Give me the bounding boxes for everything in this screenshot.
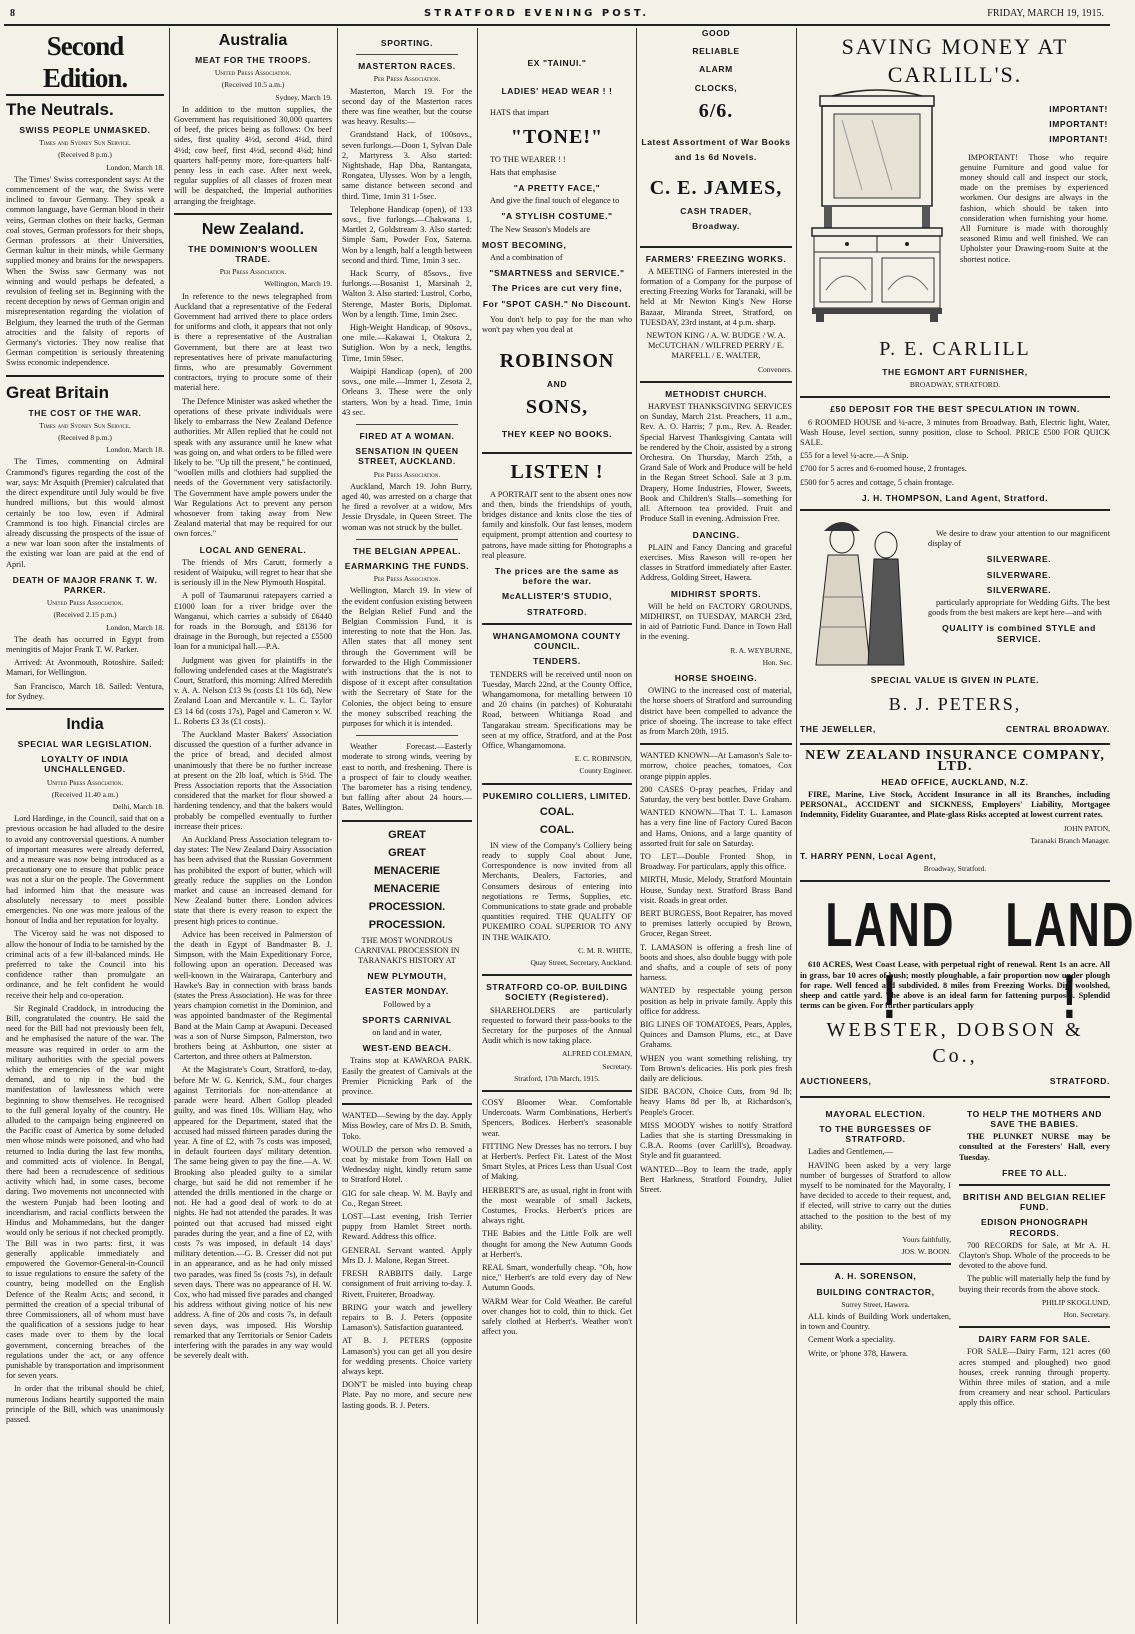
classified-ad: WANTED—Sewing by the day. Apply Miss Bowley, care of Mrs D. B. Smith, Toko. (342, 1111, 472, 1141)
signature: E. C. ROBINSON, (574, 754, 632, 764)
ad-text: £500 for 5 acres and cottage, 5 chain frontage. (800, 477, 954, 487)
important-label: IMPORTANT! (1049, 104, 1108, 114)
ad-text: HARVEST THANKSGIVING SERVICES on Sunday, March 21st. Preachers, 11 a.m., Rev. A. O. Harris; 7 p.m., Rev. A. Reader. Special Harvest Thanksgiving Cantata will be rendered by the Choir, assisted by a strong Orchestra. On Thursday, March 25th, a Grand Sale of Work and Produce will be held in the Regan Street School. Sale at 3 p.m. Drapery, Home Industries, Flower, Sweets, Book and Children's Stalls—something for all. Afternoon tea provided. Fruit and Produce Stall in evening. Admission Free. (640, 402, 792, 524)
classified-ad: WANTED KNOWN—At Lamason's Sale to-morrow, choice peaches, tomatoes, Cox orange pippin apples. (640, 751, 792, 781)
deposit-heading: £50 DEPOSIT FOR THE BEST SPECULATION IN TOWN. (830, 404, 1080, 415)
most-becoming: MOST BECOMING, (482, 239, 567, 250)
dancing-heading: DANCING. (692, 529, 740, 540)
divider (482, 783, 632, 785)
egmont-furnisher: THE EGMONT ART FURNISHER, (882, 367, 1028, 377)
easter-monday: EASTER MONDAY. (365, 986, 449, 997)
article-paragraph: Grandstand Hack, of 100sovs., seven furlongs.—Doon 1, Sylvan Dale 2, Martyress 3. Also started: Nightshade, Hap Dha, Rantangata, Rongatea, Ulysses. Won by a length, same distance between second and third. Time, 1min 31 1-5sec. (342, 130, 472, 201)
article-paragraph: The death has occurred in Egypt from meningitis of Major Frank T. W. Parker. (6, 634, 164, 654)
signature-title: Hon. Secretary. (1063, 1309, 1110, 1319)
edition-title: Second Edition. (6, 30, 164, 96)
column-rule (337, 28, 338, 1624)
coop-heading: STRATFORD CO-OP. BUILDING SOCIETY (Registered). (486, 982, 628, 1003)
column-rule (796, 28, 797, 1624)
article-paragraph: Sir Reginald Craddock, in introducing the Bill, congratulated the country. He said the need for the Bill had not previously been felt, and he emphasised the nature of the war. The measure was required in order to arm the military authorities with the special powers which the emergencies of the war might demand, and to nip in the bud the manifestation of lawlessness which were beginning to show themselves. He recognised to the full general loyalty of the country. He alluded to the campaign being engineered on the Pacific coast of America by some deluded men whose minds were poisoned, and who had returned to India during the last few months, and committed acts of violence. In Bengal, there had been a recrudescence of seditious activity which had, in some cases, become daring. Two movements not unconnected with the western Punjab had been looting and incendiarism, and racial conflicts between the Hindus and Mohammedans, but the danger would only be serious if not checked promptly. The Bill was in two parts: first, it was generally applicable immediately and empowered the Governor-General-in-Council to issue regulations to ensure the safety of the country, being modelled on the English Defence of the Realm Acts; and second, it permitted the creation of a special tribunal of three Commissioners, all of whom must have the qualification of a sessions judge to hear cases made over to them by the local government, concerning breaches of the regulations under the act, or any offence punishable by transportation and imprisonment for seven years. (6, 1003, 164, 1381)
great-britain-heading: Great Britain (6, 382, 109, 402)
woollen-subhead: THE DOMINION'S WOOLLEN TRADE. (188, 243, 318, 265)
column-6 (800, 28, 1135, 1624)
byline: Per Press Association. (373, 74, 441, 84)
classified-ad: MISS MOODY wishes to notify Stratford Ladies that she is starting Dressmaking in C.B.A. Rooms (over Carlill's), Broadway. Style and fit guaranteed. (640, 1120, 792, 1161)
byline: Per Press Association. (373, 574, 441, 584)
earmarking-subhead: EARMARKING THE FUNDS. (344, 560, 470, 571)
byline: United Press Association. (214, 68, 292, 78)
newspaper-page (4, 4, 1135, 1626)
ad-text: Hats that emphasise (490, 167, 557, 177)
divider (6, 375, 164, 377)
tenders-heading: TENDERS. (533, 656, 581, 667)
article-paragraph: Auckland, March 19. John Burry, aged 40, was arrested on a charge that he fired a revolver at a widow, Mrs Jessie Drysdale, in Queen Street. The woman was not struck by the bullet. (342, 481, 472, 532)
prices-text: The Prices are cut very fine, (491, 283, 623, 294)
furniture-ad (800, 90, 1110, 330)
head-office: HEAD OFFICE, AUCKLAND, N.Z. (881, 776, 1029, 787)
article-paragraph: At the Magistrate's Court, Stratford, to-day, before Mr W. G. Kenrick, S.M., four charges against Territorials for non-attendance at parade were heard. Albert Gollop pleaded guilty, and was fined 10s. William Hay, who appeared for the Department, stated that the accused had missed thirteen parades during the year. A fine of £2, with 7s costs was imposed, in default fourteen days' military detention. The same being given to pay the fine.—A. W. Brooking also pleaded guilty to a similar charge, but said he did not remember if he attended the drills mentioned in the charge or not. He had a good deal of work to do at nights. He had not attended the parades. It was pointed out that accused had missed eight parades during the year, and a fine of £2, with costs 7s was imposed, in default 14 days' military detention.—G. B. Cresser did not put in an appearance, and as he had only missed two parades, was fined 5s (costs 7s), in default seven days. There was no appearance of H. W. Cox, who had missed five parades and changed his address without giving notice of his new address. A fine of 20s and costs 7s, in default seven days, was imposed. His Worship remarked that any Territorials or Senior Cadets interfering with the parades in any way would be severely dealt with. (174, 1065, 332, 1361)
signature: PHILIP SKOGLUND, (1041, 1297, 1110, 1307)
column-rule (477, 28, 478, 1624)
divider (356, 424, 458, 425)
paper-name: STRATFORD EVENING POST. (424, 8, 650, 19)
ad-text: A PORTRAIT sent to the absent ones now and then, binds the friendships of youth, bridges distance and knits close the ties of family and kinsfolk. Our fast lenses, modern equipment, prompt attention and courtesy to patrons, have made sitting for Photographs a real pleasure. (482, 489, 632, 560)
signature: ALFRED COLEMAN, (561, 1049, 632, 1059)
article-paragraph: Telephone Handicap (open), of 133 sovs., five furlongs.—Chakwana 1, Martlet 2, Goldstream 3. Also started: Simple Sam, Powder Fox, Saterna. Won by a length, half a length between second and third. Time, 1min 3 sec. (342, 204, 472, 265)
silverware-label: SILVERWARE. (986, 569, 1052, 580)
dateline: London, March 18. (106, 445, 164, 455)
divider (959, 1184, 1110, 1186)
ad-text: IMPORTANT! Those who require genuine Furniture and good value for money should call and inspect our stock, made on the premises by experienced workmen. Our designs are always in the fashion, which should be taken into consideration when furnishing your home. All Furniture is made with thoroughly seasoned Rimu and well finished. We can Upholster your Drawing-room Suite at the shortest notice. (960, 152, 1108, 264)
couple-illustration (800, 517, 920, 667)
received-time: (Received 11.40 a.m.) (51, 789, 119, 799)
ad-text: FIRE, Marine, Live Stock, Accident Insurance in all its Branches, including PERSONAL, ACCIDENT and SICKNESS, Employers' Liability, Mortgagee Indemnity, Fidelity Guarantee, and Plate-glass Risks accepted at lowest current rates. (800, 790, 1110, 820)
death-subhead: DEATH OF MAJOR FRANK T. W. PARKER. (12, 574, 158, 595)
freezing-heading: FARMERS' FREEZING WORKS. (645, 253, 787, 264)
jeweller-label: THE JEWELLER, (800, 724, 876, 735)
classified-ad: SIDE BACON, Choice Cuts, from 9d lb; heavy Hams 8d per lb, at Richardson's, People's Grocer. (640, 1087, 792, 1117)
mayoral-heading: MAYORAL ELECTION. (825, 1108, 926, 1119)
divider (6, 708, 164, 710)
tone-title: "TONE!" (510, 125, 604, 148)
trains-text: Trains stop at KAWAROA PARK. Easily the greatest of Carnivals at the Premier Picnicking Park of the province. (342, 1056, 472, 1097)
divider (356, 54, 458, 55)
ad-text: The New Season's Models are (490, 224, 591, 234)
article-paragraph: Judgment was given for plaintiffs in the following undefended cases at the Magistrate's Court, Stratford, this morning: Alfred Meredith v. A. A. Nelson £13 9s (costs £1 10s 6d), New Zealand Loan and Mercantile v. L. C. Taylor £3 14 6d (costs 17s), Pagel and Cameron v. W. L. Roberts £3 3s (£1 costs). (174, 655, 332, 726)
byline: Per Press Association. (219, 267, 287, 277)
article-paragraph: An Auckland Press Association telegram to-day states: The New Zealand Dairy Association has been advised that the Russian Government has prohibited the export of butter, which will greatly reduce the supplies on the London market and cause an increased demand for New Zealand butter there. London advices state that there is every reason to expect the present high prices to continue. (174, 835, 332, 926)
article-paragraph: In order that the tribunal should be chief, numerous Indians heartily supported the main principle of the Bill, which was unanimously passed. (6, 1384, 164, 1424)
address: BROADWAY, STRATFORD. (909, 380, 1001, 390)
divider (800, 509, 1110, 511)
procession-title: PROCESSION. (368, 900, 446, 913)
webster-dobson: WEBSTER, DOBSON & Co., (826, 1019, 1084, 1068)
classified-ad: WANTED by respectable young person position as help in private family. Apply this office for address. (640, 986, 792, 1016)
cost-subhead: THE COST OF THE WAR. (28, 407, 142, 418)
central-broadway: CENTRAL BROADWAY. (1005, 724, 1110, 735)
ad-text: Will be held on FACTORY GROUNDS, MIDHIRST, on TUESDAY, MARCH 23rd, in aid of Patriotic Fund. Dance in Town Hall in the evening. (640, 601, 792, 642)
classified-ad: BIG LINES OF TOMATOES, Pears, Apples, Quinces and Damson Plums, etc., at Dave Grahams. (640, 1020, 792, 1050)
byline: Times and Sydney Sun Service. (39, 420, 131, 430)
stylish-costume: "A STYLISH COSTUME." (501, 211, 613, 222)
great-title: GREAT (388, 846, 426, 859)
dateline: Wellington, March 19. (264, 279, 332, 289)
classified-ad: WARM Wear for Cold Weather. Be careful over changes hot to cold, thin to thick. Get safely clothed at Herbert's. Weather won't affect you. (482, 1296, 632, 1337)
article-paragraph: Lord Hardinge, in the Council, said that on a previous occasion he had alluded to the desire to avoid any controversial questions. A number of important measures were already deferred, and a measure was now being introduced as a precautionary one to ensure that public peace was not a slur on the people. The Government had informed him that the measure was absolutely necessary to meet possible emergencies. No one was more jealous of the honour of India and her reputation for loyalty. (6, 814, 164, 926)
classified-ad: WANTED—Boy to learn the trade, apply Bert Harkness, Stratford Foundry, Juliet Street. (640, 1164, 792, 1195)
furniture-text (960, 90, 1108, 268)
classified-ad: MIRTH, Music, Melody, Stratford Mountain House, Sunday next. Stratford Brass Band visit. Roads in great order. (640, 875, 792, 905)
signature-title: Taranaki Branch Manager. (1030, 835, 1110, 845)
listen-title: LISTEN ! (510, 460, 604, 483)
right-subcolumn (959, 1104, 1110, 1412)
burgesses-heading: TO THE BURGESSES OF STRATFORD. (819, 1123, 932, 1145)
classified-ad: GIG for sale cheap. W. M. Bayly and Co., Regan Street. (342, 1188, 472, 1208)
ad-text: £700 for 5 acres and 6-roomed house, 2 frontages. (800, 464, 967, 474)
india-heading: India (66, 715, 104, 733)
edison-heading: EDISON PHONOGRAPH RECORDS. (980, 1217, 1089, 1238)
article-paragraph: Masterton, March 19. For the second day of the Masterton races there was fine weather, but the course was heavy. Results:— (342, 86, 472, 127)
article-paragraph: The Viceroy said he was not disposed to allow the honour of India to be tarnished by the criminal acts of a few ill-balanced minds. He preferred to take the Council into his confidence rather than promulgate an ordinance, and he felt confident he would receive their help and co-operation. (6, 929, 164, 1000)
classified-ad: 200 CASES O-pray peaches, Friday and Saturday, the very best bottler. Dave Graham. (640, 784, 792, 804)
article-paragraph: Hack Scurry, of 85sovs., five furlongs.—Bosanist 1, Marsinah 2, Walton 3. Also started: Lustrol, Corbo, Sterenge, Master Boris, Diplomat. Won by a length. Time, 1min 2sec. (342, 269, 472, 319)
peters-footer (800, 719, 1110, 737)
ad-text: TENDERS will be received until noon on Tuesday, March 22nd, at the County Office, Whangamomona, for metalling between 10 and 20 chains (in patches) of Kohuratahi Road, between Whitianga Road and Tangarakau stream. Specifications may be seen at my office, Stratford, and at the Post Office, Whangamomona. (482, 669, 632, 750)
divider (356, 735, 458, 736)
pretty-face: "A PRETTY FACE," (513, 183, 601, 194)
west-end-beach: WEST-END BEACH. (362, 1043, 452, 1054)
signature-title: Quay Street, Secretary, Auckland. (530, 957, 632, 967)
received-time: (Received 10.5 a.m.) (221, 80, 285, 90)
classified-ad: FITTING New Dresses has no terrors. I buy at Herbert's. Perfect Fit. Latest of the Most Smart Styles, at Prices Less than Usual Cost of Making. (482, 1141, 632, 1182)
smartness-service: "SMARTNESS and SERVICE." (489, 268, 625, 279)
divider (640, 246, 792, 248)
meat-subhead: MEAT FOR THE TROOPS. (195, 55, 311, 65)
signature-title: Secretary. (602, 1061, 632, 1071)
classified-ad: BERT BURGESS, Boot Repairer, has moved to premises latterly occupied by Brown, Grocer, Regan Street. (640, 909, 792, 939)
bottom-ads (800, 1104, 1110, 1412)
ad-text: And give the final touch of elegance to (490, 196, 620, 206)
divider (482, 452, 632, 454)
ad-text: HAVING been asked by a very large number of burgesses of Stratford to allow myself to be nominated for the Mayoralty, I have decided to accede to their request, and, if elected, will strive to carry out the duties attached to the position to the best of my ability. (800, 1160, 951, 1231)
signature: C. M. R. WHITE, (578, 945, 632, 955)
ad-text: ALL kinds of Building Work undertaken, in town and Country. (800, 1311, 951, 1332)
signature-title: Conveners. (758, 364, 792, 374)
ad-text: 6 ROOMED HOUSE and ¼-acre, 3 minutes from Broadway. Bath, Electric light, Water, Wash House, level section, sunny position, close to School. PRICE £500 FOR QUICK SALE. (800, 417, 1110, 448)
article-paragraph: Arrived: At Avonmouth, Rotoshire. Sailed: Mamari, for Wellington. (6, 658, 164, 678)
classified-ad: LOST—Last evening, Irish Terrier puppy from Hamlet Street north. Reward. Address this office. (342, 1212, 472, 1242)
classifieds (482, 1098, 632, 1337)
address: Broadway, Stratford. (923, 864, 987, 874)
ad-text: £55 for a level ¼-acre.—A Snip. (800, 451, 909, 461)
ad-text: A MEETING of Farmers interested in the formation of a Company for the purpose of erecting Freezing Works for Taranaki, will be held at Mr Newton King's New Horse Bazaar, Miranda Street, Stratford, on TUESDAY, 23rd instant, at 4 p.m. sharp. (640, 266, 792, 327)
ad-text: HATS that impart (490, 108, 549, 118)
followed-text: Followed by a (383, 999, 431, 1009)
article-paragraph: Waipipi Handicap (open), of 200 sovs., one mile.—Immer 1, Zesota 2, Orleans 3. These were the only starters. Won by a head. Time, 1min 43 sec. (342, 366, 472, 417)
byline: Per Press Association. (373, 469, 441, 479)
classified-ad: COSY Bloomer Wear. Comfortable Undercoats. Warm Combinations, Herbert's Spencers, Bodices. Herbert's seasonable wear. (482, 1098, 632, 1138)
divider (482, 1090, 632, 1092)
james-title: C. E. JAMES, (649, 177, 783, 200)
loyalty-subhead: LOYALTY OF INDIA UNCHALLENGED. (41, 754, 129, 775)
spot-cash: For "SPOT CASH." No Discount. (482, 298, 632, 309)
classified-ad: GENERAL Servant wanted. Apply Mrs D. J. Malone, Regan Street. (342, 1245, 472, 1265)
article-paragraph: The Auckland Master Bakers' Association discussed the question of a further advance in the price of bread, and decided almost unanimously that there be no further increase at present on the 2lb loaf, which is 5½d. The Press Association reports that the Association considered that the market for flour showed a hardening tendency, and that the bakers would probably be compelled eventually to further increase their prices. (174, 729, 332, 831)
received-time: (Received 8 p.m.) (58, 150, 112, 160)
ad-text: TO THE WEARER ! ! (490, 154, 566, 164)
divider (800, 743, 1110, 745)
conveners-names: NEWTON KING / A. W. BUDGE / W. A. McCUTCHAN / WILFRED PERRY / E. MARFELL / E. WALTER, (646, 331, 786, 361)
ladies-headwear: LADIES' HEAD WEAR ! ! (501, 86, 613, 97)
column-5 (640, 28, 792, 1624)
sideboard-illustration (802, 90, 952, 325)
pukemiro-heading: PUKEMIRO COLLIERS, LIMITED. (482, 790, 632, 801)
article-paragraph: High-Weight Handicap, of 90sovs., one mile.—Kakawai 1, Otakura 2, Sutiglion. Won by a neck, lengths. Time, 1min 59sec. (342, 323, 472, 363)
reliable-text: RELIABLE (692, 46, 740, 57)
silverware-label: SILVERWARE. (986, 584, 1052, 595)
signature-title: County Engineer. (579, 766, 632, 776)
ad-text: THE PLUNKET NURSE may be consulted at the Foresters' Hall, every Tuesday. (959, 1132, 1110, 1162)
neutrals-heading: The Neutrals. (6, 100, 114, 119)
classified-ad: T. LAMASON is offering a fresh line of boots and shoes, also double buggy with pole and shafts, and a couple of sets of pony harness. (640, 942, 792, 983)
signature-date: Stratford, 17th March, 1915. (514, 1073, 600, 1083)
weather-forecast: Weather Forecast.—Easterly moderate to strong winds, veering by east to north, and freshening. There is a prospect of fair to cloudy weather. The barometer has a rising tendency, but falling after about 24 hours.—Bates, Wellington. (342, 742, 472, 813)
classified-ad: WOULD the person who removed a coat by mistake from Town Hall on Wednesday night, kindly return same to Stratford Hotel. (342, 1144, 472, 1185)
nz-insurance-title: NEW ZEALAND INSURANCE COMPANY, LTD. (805, 748, 1105, 774)
column-3 (342, 28, 472, 1624)
column-rule (636, 28, 637, 1624)
signature-title: Hon. Sec. (762, 657, 792, 667)
whangamomona-heading: WHANGAMOMONA COUNTY COUNCIL. (492, 630, 622, 652)
coal-title: COAL. (539, 823, 575, 836)
carlills-title: CARLILL'S. (887, 62, 1023, 87)
byline: United Press Association. (46, 777, 124, 787)
clock-price: 6/6. (698, 99, 734, 122)
ad-text: You don't help to pay for the man who won't pay when you deal at (482, 314, 632, 335)
article-paragraph: The Times, commenting on Admiral Crammond's figures regarding the cost of the war, says: Mr Asquith (Premier) calculated that the direct expenditure until July would be five hundred millions, but this would almost certainly be too low, even if Admiral Crammond is too high. Financial circles are already discussing the prospects of the issue of a new war loan soon after the instalments of the existing war loan are paid at the end of April. (6, 457, 164, 569)
classifieds (640, 751, 792, 1195)
dateline: Sydney, March 19. (275, 92, 332, 102)
classified-ad: HERBERT'S are, as usual, right in front with the most wearable of small Jackets, Costumes, Frocks. Herbert's prices are always right. (482, 1185, 632, 1226)
divider (482, 974, 632, 976)
australia-heading: Australia (218, 32, 288, 49)
classified-ad: FRESH RABBITS daily. Large consignment of fruit arriving to-day. J. Rivett, Fruiterer, Broadway. (342, 1269, 472, 1299)
signature: JOHN PATON, (1063, 823, 1110, 833)
classified-ad: AT B. J. PETERS (opposite Lamason's) you can get all you desire for wedding presents. Choice variety always kept. (342, 1336, 472, 1376)
dateline: Delhi, March 18. (112, 801, 164, 811)
address: Surrey Street, Hawera. (841, 1299, 910, 1309)
sporting-subhead: SPORTING. (380, 38, 434, 48)
divider (342, 1103, 472, 1105)
methodist-heading: METHODIST CHURCH. (665, 388, 767, 399)
important-label: IMPORTANT! (1049, 134, 1108, 145)
signature: R. A. WEYBURNE, (730, 645, 792, 655)
masterton-subhead: MASTERTON RACES. (358, 61, 456, 72)
silverware-ad (800, 517, 1110, 667)
special-value: SPECIAL VALUE IS GIVEN IN PLATE. (870, 675, 1040, 686)
article-paragraph: In addition to the mutton supplies, the Government has requisitioned 30,000 quarters of beef, the prices being as follows: Ox beef sides, first quality 4½d, second 4¼d, third 4½d; cow beef, first 4½d, second 4¼d; hind quarters half-penny more, fore-quarters half-penny less in each case. After next week, regular supplies of all classes of frozen meat will be despatched, the Imperial authorities arranging the freightage. (174, 104, 332, 206)
land-title: LAND ! (825, 891, 955, 1033)
received-time: (Received 8 p.m.) (58, 433, 112, 443)
silverware-label: SILVERWARE. (986, 554, 1052, 565)
fired-subhead: FIRED AT A WOMAN. (359, 430, 455, 441)
clocks-text: CLOCKS, (694, 82, 738, 93)
article-paragraph: The Defence Minister was asked whether the operations of these private individuals were likely to embarrass the New Zealand Defence authorities. Mr Allen replied that he could not speak with any assurance until he knew what was going on, and what orders to be filled were likely to be. "Up till the present," he continued, "woollen mills and clothiers had supplied the needs of the Government very satisfactorily. The Government have ample powers under the War Regulations Act to prevent any person whosoever from taking away from New Zealand material that may be required for our own forces." (174, 396, 332, 539)
classifieds (342, 1111, 472, 1410)
signature-close: Yours faithfully, (902, 1234, 951, 1244)
ad-text: Write, or 'phone 378, Hawera. (808, 1348, 908, 1358)
column-4 (482, 28, 632, 1624)
column-rule (169, 28, 170, 1624)
cash-trader: CASH TRADER, (680, 206, 752, 217)
divider (482, 623, 632, 625)
novels-text: and 1s 6d Novels. (674, 152, 757, 163)
carnival-text: THE MOST WONDROUS CARNIVAL PROCESSION IN TARANAKI'S HISTORY AT (354, 935, 460, 966)
saving-money-title: SAVING MONEY AT (841, 34, 1069, 59)
divider (640, 381, 792, 383)
legislation-subhead: SPECIAL WAR LEGISLATION. (17, 738, 153, 749)
dateline: London, March 18. (106, 162, 164, 172)
dateline: London, March 18. (106, 622, 164, 632)
article-paragraph: Advice has been received in Palmerston of the death in Egypt of Bandmaster B. J. Simpson, with the Main Expeditionary Force, following upon an operation. Deceased was well-known in the Wairarapa, Canterbury and Hawke's Bay in connection with brass bands (states the Press Association). He was for three years champion cornetist in the Dominion, and was appointed bandmaster of the Regimental Band at the Main Camp at Awapuni. Deceased was a son of Nurse Simpson, Palmerston, two brothers being at Ashburton, one sister at Carterton, and three others at Palmerston. (174, 929, 332, 1062)
stratford-text: STRATFORD. (526, 606, 588, 617)
sons-title: SONS, (525, 396, 589, 419)
menagerie-title: MENACERIE (373, 882, 440, 895)
new-zealand-heading: New Zealand. (201, 220, 305, 238)
classified-ad: WHEN you want something relishing, try Tom Brown's delicacies. His pork pies fresh daily are delicious. (640, 1053, 792, 1084)
ad-text: PLAIN and Fancy Dancing and graceful exercises. Miss Rawson will re-open her classes in Stratford immediately after Easter. Address, Golding Street, Hawera. (640, 542, 792, 583)
alarm-text: ALARM (699, 64, 733, 75)
divider (174, 213, 332, 215)
left-subcolumn (800, 1104, 951, 1412)
auctioneers-label: AUCTIONEERS, (800, 1076, 872, 1087)
column-1 (6, 28, 164, 1624)
classified-ad: TO LET—Double Fronted Shop, in Broadway. For particulars, apply this office. (640, 851, 792, 872)
new-plymouth: NEW PLYMOUTH, (367, 971, 447, 982)
sports-carnival: SPORTS CARNIVAL (362, 1014, 452, 1025)
column-2 (174, 28, 332, 1624)
swiss-subhead: SWISS PEOPLE UNMASKED. (19, 125, 151, 135)
classified-ad: THE Babies and the Little Folk are well thought for among the New Autumn Goods at Herbert's. (482, 1229, 632, 1259)
bj-peters: B. J. PETERS, (888, 694, 1022, 715)
issue-date: FRIDAY, MARCH 19, 1915. (987, 8, 1104, 19)
quality-text: QUALITY is combined STYLE and SERVICE. (942, 623, 1096, 644)
byline: United Press Association. (46, 598, 124, 608)
ad-text: Ladies and Gentlemen,— (808, 1147, 894, 1157)
masthead (4, 4, 1110, 24)
article-paragraph: A poll of Taumarunui ratepayers carried a £1000 loan for a river bridge over the Wanganui, which carries a subsidy of £6440 for roads in the Borough, and £8136 for drainage in the Borough, but rejected a £5500 loan for a municipal hall.—P.A. (174, 591, 332, 652)
classified-ad: DON'T be misled into buying cheap Plate. Pay no more, and secure new lasting goods. B. J. Peters. (342, 1380, 472, 1410)
divider (800, 880, 1110, 882)
thompson-agent: J. H. THOMPSON, Land Agent, Stratford. (861, 492, 1049, 503)
great-title: GREAT (388, 828, 426, 841)
pe-carlill: P. E. CARLILL (879, 338, 1031, 360)
ad-text: 610 ACRES, West Coast Lease, with perpetual right of renewal. Rent 1s an acre. All in grass, bar 10 acres of bush; mostly ploughable, a fair proportion now under plough for rape. Well fenced and subdivided. 8 miles from Freezing Works. Dip, woolshed, sheep and cattle yard. The above is an ideal farm for fattening purposes. Splendid terms can be given. For further particulars apply (800, 960, 1110, 1011)
ad-text: We desire to draw your attention to our magnificent display of (928, 529, 1110, 549)
mcallister-studio: McALLISTER'S STUDIO, (502, 591, 612, 602)
divider (356, 539, 458, 540)
and-text: AND (546, 379, 568, 390)
midhirst-heading: MIDHIRST SPORTS. (670, 588, 762, 599)
signature: JOS. W. BOON. (901, 1247, 951, 1257)
land-title: LAND ! (1005, 891, 1135, 1033)
classified-ad: REAL Smart, wonderfully cheap. "Oh, how nice," Herbert's are told every day of New Autumn Goods. (482, 1263, 632, 1293)
ad-text: OWING to the increased cost of material, the horse shoers of Stratford and surrounding district have been compelled to advance the price of shoeing. The increase to take effect as from March 20th, 1915. (640, 686, 792, 736)
broadway-text: Broadway. (692, 221, 740, 232)
ad-text: particularly appropriate for Wedding Gifts. The best goods from the best makers are kept here—and with (928, 598, 1110, 618)
ad-text: IN view of the Company's Colliery being ready to supply Coal about June, Correspondence is now invited from all Merchants, Dealers, Factories, and Consumers desirous of entering into negotiations re Terms, Supplies, etc. Communications to state grade and probable quantities required. THE QUALITY OF PUKEMIRO COAL SUPERIOR TO ANY IN THE WAIKATO. (482, 840, 632, 942)
webster-footer (800, 1071, 1110, 1089)
mothers-heading: TO HELP THE MOTHERS AND SAVE THE BABIES. (966, 1108, 1102, 1129)
good-text: GOOD (701, 28, 731, 38)
no-books: THEY KEEP NO BOOKS. (501, 429, 613, 440)
land-water-text: on land and in water, (372, 1028, 442, 1038)
divider (640, 743, 792, 745)
article-paragraph: San Francisco, March 18. Sailed: Ventura, for Sydney. (6, 681, 164, 701)
silverware-text (920, 517, 1110, 667)
byline: Times and Sydney Sun Service. (39, 138, 131, 148)
local-general-subhead: LOCAL AND GENERAL. (199, 544, 307, 555)
article-paragraph: The Times' Swiss correspondent says: At the commencement of the war, the Swiss were inclined to favour Germany. They speak a common language, have German blood in their veins, German clothes on their backs, German coal stoves, German professors for their shops, German professors at their Universities, German kultur in their minds, while Germany supplied money and brains for the newspapers. When the Swiss saw Germany was not winning and would perhaps be defeated, a revulsion of feeling set in. Beginning with the recent deception by news of German origin and misrepresentation regarding the violation of Belgium, they learned the truth of the German atrocities and the falsity of reports of Germany's victories. They now realise that German competition is seriously threatening Swiss economic independence. (6, 174, 164, 368)
war-books: Latest Assortment of War Books (641, 136, 791, 147)
ad-text: Cement Work a speciality. (808, 1335, 896, 1345)
divider (959, 1326, 1110, 1328)
dairy-heading: DAIRY FARM FOR SALE. (978, 1334, 1091, 1345)
sensation-subhead: SENSATION IN QUEEN STREET, AUCKLAND. (355, 446, 459, 467)
ad-text: And a combination of (490, 253, 563, 263)
received-time: (Received 2.15 p.m.) (53, 610, 117, 620)
stratford-label: STRATFORD. (1049, 1076, 1110, 1087)
robinson-title: ROBINSON (499, 350, 615, 373)
divider (800, 1263, 951, 1265)
belgian-subhead: THE BELGIAN APPEAL. (353, 545, 461, 556)
divider (800, 396, 1110, 398)
divider (342, 820, 472, 822)
masthead-rule (4, 24, 1110, 26)
procession-title: PROCESSION. (368, 918, 446, 931)
penn-agent: T. HARRY PENN, Local Agent, (800, 851, 937, 862)
article-paragraph: The friends of Mrs Carutt, formerly a resident of Waipuku, will regret to hear that she is seriously ill in the New Plymouth Hospital. (174, 557, 332, 588)
ad-text: SHAREHOLDERS are particularly requested to forward their pass-books to the Secretary for the purposes of the Annual Audit which is now taking place. (482, 1005, 632, 1046)
horse-shoeing-heading: HORSE SHOEING. (674, 672, 758, 683)
classified-ad: BRING your watch and jewellery repairs to B. J. Peters (opposite Lamason's). Satisfaction guaranteed. (342, 1302, 472, 1333)
ad-text: FOR SALE—Dairy Farm, 121 acres (60 acres stumped and ploughed) two good houses, creek running through property. Within three miles of station, and a mile from creamery and near school. Particulars apply this office. (959, 1347, 1110, 1408)
ad-text: The public will materially help the fund by buying their records from the above stock. (959, 1274, 1110, 1294)
free-to-all: FREE TO ALL. (1002, 1167, 1067, 1178)
divider (800, 1096, 1110, 1098)
ex-tainui: EX "TAINUI." (527, 58, 587, 68)
page-number: 8 (10, 8, 15, 19)
menagerie-title: MENACERIE (373, 864, 440, 877)
prices-text: The prices are the same as before the war. (494, 566, 620, 587)
classified-ad: WANTED KNOWN—That T. L. Lamason has a very fine line of Factory Cured Bacon and Hams, Onions, and a large quantity of assorted fruit for sale on Saturday. (640, 808, 792, 848)
ad-text: 700 RECORDS for Sale, at Mr A. H. Clayton's Shop. Whole of the proceeds to be devoted to the above fund. (959, 1240, 1110, 1271)
relief-fund-heading: BRITISH AND BELGIAN RELIEF FUND. (962, 1191, 1107, 1213)
sorenson-title: A. H. SORENSON, (834, 1271, 917, 1282)
article-paragraph: Wellington, March 19. In view of the evident confusion existing between the Belgian Relief Fund and the Belgian Commission Fund, it is interesting to note that the Hon. Jas. Allen states that all money sent through the Government will be forwarded to the High Commissioner with instructions that the is not to dispose of it except after consultation with the Secretary of State for the Colonies, the object being to ensure the money subscribed reaching the purposes for which it is intended. (342, 586, 472, 728)
important-label: IMPORTANT! (1049, 119, 1108, 130)
coal-title: COAL. (539, 805, 575, 818)
building-contractor: BUILDING CONTRACTOR, (816, 1286, 935, 1297)
article-paragraph: In reference to the news telegraphed from Auckland that a representative of the Federal Government had arrived there to place orders for uniforms and cloth, it appears that not only is there a representative of the Australian Government, but there are at least two representatives here of private manufacturing firms, who are presumably Government contractors, trying to procure some of their material here. (174, 291, 332, 393)
